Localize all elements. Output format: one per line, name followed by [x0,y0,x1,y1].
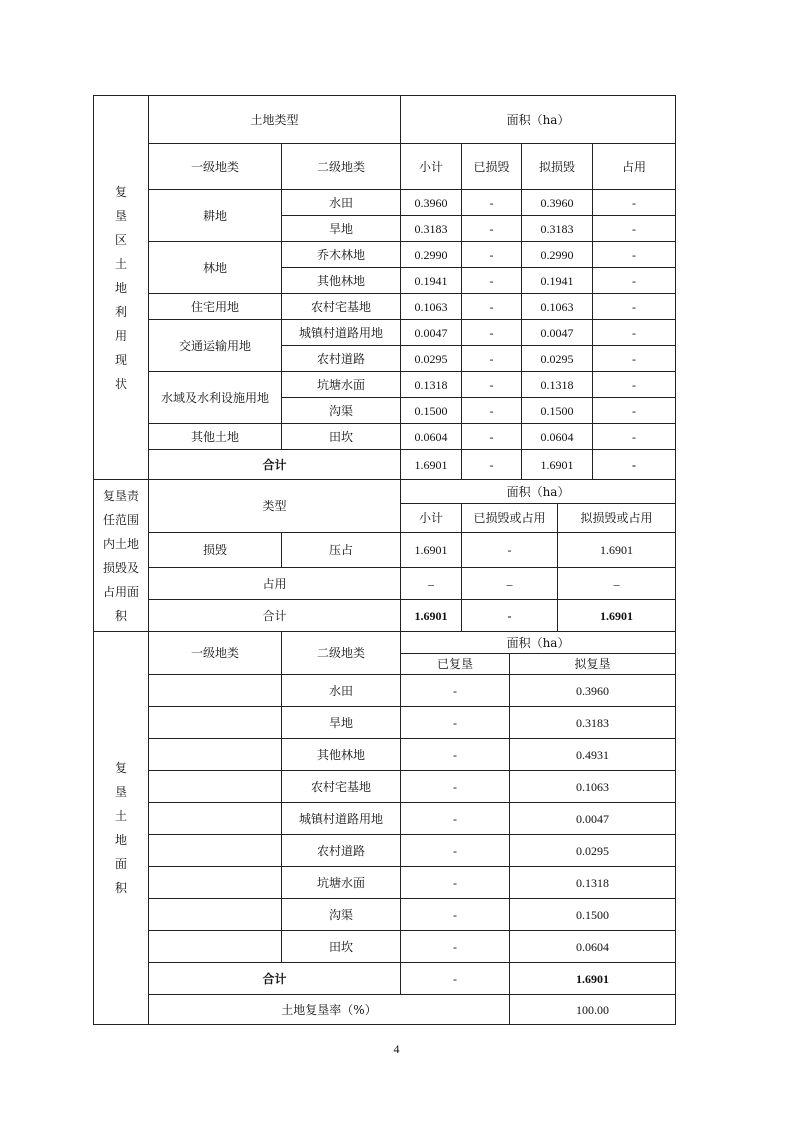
row-planned: 0.1063 [522,294,593,320]
title-line: 任范围 [102,512,139,527]
total-label: 合计 [149,600,401,632]
damage-l2: 压占 [282,533,401,568]
total-label: 合计 [149,450,401,480]
row-reclaimed: - [401,931,510,963]
row-damaged: - [462,190,522,216]
row-l1 [149,835,282,867]
header-level1: 一级地类 [149,144,282,190]
title-char: 垦 [114,208,127,223]
row-occupied: - [593,346,676,372]
group-water: 水域及水利设施用地 [149,372,282,424]
row-subtotal: 0.1063 [401,294,462,320]
total-done: - [462,600,558,632]
row-occupied: - [593,268,676,294]
row-l2: 农村道路 [282,835,401,867]
row-l2: 旱地 [282,707,401,739]
header-subtotal: 小计 [401,144,462,190]
title-char: 复 [114,761,127,775]
header-planned: 拟损毁 [522,144,593,190]
total-subtotal: 1.6901 [401,450,462,480]
row-l1 [149,707,282,739]
row-to-reclaim: 0.1500 [510,899,676,931]
reclamation-rate-label: 土地复垦率（%） [149,995,510,1025]
total-occupied: - [593,450,676,480]
row-damaged: - [462,372,522,398]
header-area: 面积（ha） [401,480,676,504]
header-level1: 一级地类 [149,632,282,675]
row-occupied: - [593,190,676,216]
row-reclaimed: - [401,675,510,707]
row-l2: 乔木林地 [282,242,401,268]
row-l2: 水田 [282,675,401,707]
group-cultivated: 耕地 [149,190,282,242]
row-planned: 0.3960 [522,190,593,216]
row-l1 [149,803,282,835]
row-to-reclaim: 0.3183 [510,707,676,739]
row-planned: 0.3183 [522,216,593,242]
row-planned: 0.0047 [522,320,593,346]
title-char: 积 [114,881,127,895]
row-subtotal: 0.3960 [401,190,462,216]
row-l1 [149,675,282,707]
title-char: 地 [114,280,127,295]
row-l2: 城镇村道路用地 [282,320,401,346]
row-subtotal: 0.0604 [401,424,462,450]
header-damaged-or-occupied: 已损毁或占用 [462,504,558,533]
row-l2: 田坎 [282,931,401,963]
title-line: 内土地 [102,536,139,551]
row-l2: 其他林地 [282,739,401,771]
row-to-reclaim: 0.0047 [510,803,676,835]
row-to-reclaim: 0.1063 [510,771,676,803]
title-char: 状 [114,376,127,391]
row-damaged: - [462,242,522,268]
row-l2: 沟渠 [282,899,401,931]
header-area: 面积（ha） [401,96,676,144]
row-subtotal: 0.0047 [401,320,462,346]
row-l1 [149,739,282,771]
row-damaged: - [462,294,522,320]
title-line: 复垦责 [102,488,139,503]
land-use-status-table [93,95,676,480]
header-area: 面积（ha） [401,632,676,654]
row-to-reclaim: 0.3960 [510,675,676,707]
row-damaged: - [462,424,522,450]
reclaimed-area-table [93,631,676,1025]
group-transport: 交通运输用地 [149,320,282,372]
title-line: 占用面 [102,584,139,599]
row-l1 [149,931,282,963]
header-level2: 二级地类 [282,632,401,675]
total-damaged: - [462,450,522,480]
damage-planned: 1.6901 [558,533,676,568]
row-reclaimed: - [401,835,510,867]
row-subtotal: 0.1318 [401,372,462,398]
row-damaged: - [462,216,522,242]
row-l2: 旱地 [282,216,401,242]
header-planned-or-occupied: 拟损毁或占用 [558,504,676,533]
row-damaged: - [462,346,522,372]
row-l2: 田坎 [282,424,401,450]
header-subtotal: 小计 [401,504,462,533]
header-type: 类型 [149,480,401,533]
row-to-reclaim: 0.0604 [510,931,676,963]
row-occupied: - [593,424,676,450]
header-damaged: 已损毁 [462,144,522,190]
row-damaged: - [462,320,522,346]
row-l1 [149,771,282,803]
title-line: 损毁及 [102,560,139,575]
row-l2: 水田 [282,190,401,216]
occupy-subtotal: – [401,568,462,600]
title-char: 现 [114,352,127,367]
row-reclaimed: - [401,803,510,835]
row-occupied: - [593,294,676,320]
row-reclaimed: - [401,707,510,739]
title-char: 土 [114,256,127,271]
header-land-type: 土地类型 [149,96,401,144]
row-l2: 城镇村道路用地 [282,803,401,835]
section2-title [94,480,149,632]
row-to-reclaim: 0.1318 [510,867,676,899]
row-planned: 0.2990 [522,242,593,268]
row-subtotal: 0.1500 [401,398,462,424]
row-l2: 农村道路 [282,346,401,372]
header-to-reclaim: 拟复垦 [510,654,676,675]
title-char: 利 [114,304,127,319]
row-occupied: - [593,242,676,268]
total-planned: 1.6901 [522,450,593,480]
row-occupied: - [593,372,676,398]
row-l2: 坑塘水面 [282,372,401,398]
total-label: 合计 [149,963,401,995]
title-char: 复 [114,184,127,199]
damage-done: - [462,533,558,568]
row-damaged: - [462,268,522,294]
row-subtotal: 0.3183 [401,216,462,242]
row-l1 [149,867,282,899]
title-char: 区 [114,232,127,247]
title-char: 地 [114,833,127,847]
total-reclaimed: - [401,963,510,995]
row-l2: 坑塘水面 [282,867,401,899]
section3-title [94,632,149,1025]
section1-title [94,96,149,480]
row-planned: 0.1941 [522,268,593,294]
row-reclaimed: - [401,867,510,899]
row-to-reclaim: 0.0295 [510,835,676,867]
row-l1 [149,899,282,931]
damage-subtotal: 1.6901 [401,533,462,568]
header-occupied: 占用 [593,144,676,190]
title-line: 积 [114,608,127,623]
group-other: 其他土地 [149,424,282,450]
row-planned: 0.0604 [522,424,593,450]
group-residential: 住宅用地 [149,294,282,320]
total-to-reclaim: 1.6901 [510,963,676,995]
row-l2: 农村宅基地 [282,294,401,320]
row-to-reclaim: 0.4931 [510,739,676,771]
damage-l1: 损毁 [149,533,282,568]
row-l2: 沟渠 [282,398,401,424]
row-reclaimed: - [401,899,510,931]
row-l2: 其他林地 [282,268,401,294]
title-char: 面 [114,857,127,871]
reclamation-rate-value: 100.00 [510,995,676,1025]
occupy-done: – [462,568,558,600]
total-subtotal: 1.6901 [401,600,462,632]
row-subtotal: 0.0295 [401,346,462,372]
damage-occupy-table [93,479,676,632]
row-subtotal: 0.2990 [401,242,462,268]
row-planned: 0.1318 [522,372,593,398]
row-damaged: - [462,398,522,424]
row-reclaimed: - [401,771,510,803]
row-planned: 0.0295 [522,346,593,372]
row-reclaimed: - [401,739,510,771]
page-number: 4 [393,1042,400,1056]
title-char: 垦 [114,785,127,799]
row-occupied: - [593,216,676,242]
occupy-label: 占用 [149,568,401,600]
header-reclaimed: 已复垦 [401,654,510,675]
row-planned: 0.1500 [522,398,593,424]
row-occupied: - [593,320,676,346]
header-level2: 二级地类 [282,144,401,190]
row-l2: 农村宅基地 [282,771,401,803]
total-planned: 1.6901 [558,600,676,632]
occupy-planned: – [558,568,676,600]
title-char: 用 [114,328,127,343]
title-char: 土 [114,809,127,823]
land-table-sheet [93,95,675,1025]
row-subtotal: 0.1941 [401,268,462,294]
row-occupied: - [593,398,676,424]
group-forest: 林地 [149,242,282,294]
